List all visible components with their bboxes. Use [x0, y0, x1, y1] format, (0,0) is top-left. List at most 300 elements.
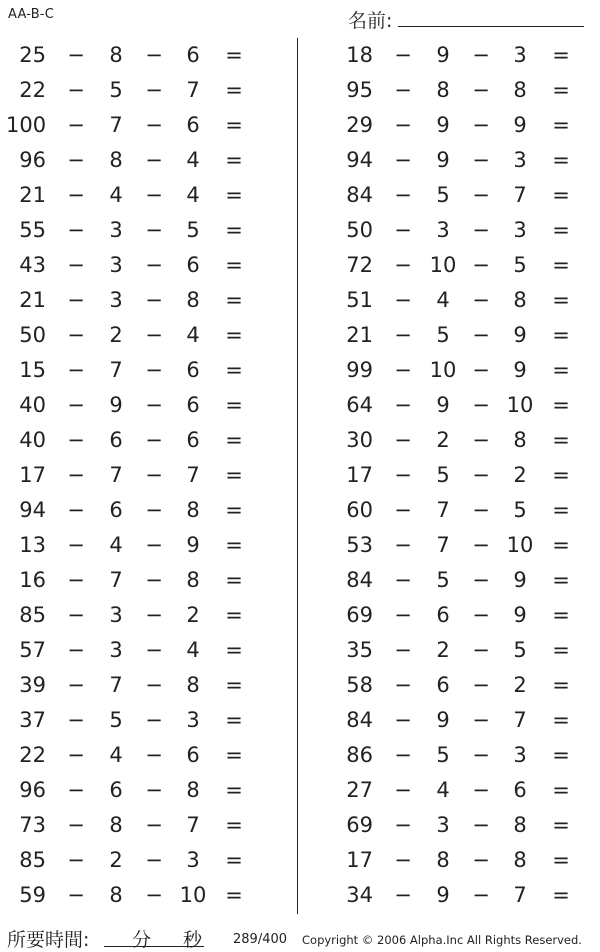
subtrahend-2: 7 — [186, 78, 200, 102]
subtrahend-2: 8 — [186, 673, 200, 697]
minuend: 99 — [346, 358, 373, 382]
minuend: 86 — [346, 743, 373, 767]
minus-sign: − — [472, 393, 490, 417]
subtrahend-1: 8 — [109, 148, 123, 172]
subtrahend-1: 5 — [436, 743, 450, 767]
minuend: 57 — [19, 638, 46, 662]
minus-sign: − — [145, 253, 163, 277]
subtrahend-2: 10 — [506, 533, 534, 557]
minus-sign: − — [145, 708, 163, 732]
equals-sign: = — [225, 148, 243, 172]
equals-sign: = — [552, 603, 570, 627]
minus-sign: − — [145, 743, 163, 767]
minus-sign: − — [394, 393, 412, 417]
subtrahend-2: 6 — [186, 113, 200, 137]
minuend: 73 — [19, 813, 46, 837]
minus-sign: − — [394, 288, 412, 312]
equals-sign: = — [552, 743, 570, 767]
subtrahend-2: 10 — [179, 883, 207, 907]
subtrahend-2: 5 — [513, 498, 527, 522]
minus-sign: − — [472, 568, 490, 592]
equals-sign: = — [552, 323, 570, 347]
minuend: 84 — [346, 708, 373, 732]
minus-sign: − — [472, 148, 490, 172]
subtrahend-1: 3 — [109, 218, 123, 242]
minus-sign: − — [67, 358, 85, 382]
subtrahend-1: 4 — [109, 533, 123, 557]
subtrahend-1: 5 — [436, 323, 450, 347]
subtrahend-1: 2 — [436, 638, 450, 662]
page-number: 289/400 — [233, 932, 288, 947]
equals-sign: = — [552, 883, 570, 907]
minus-sign: − — [67, 883, 85, 907]
minuend: 37 — [19, 708, 46, 732]
equals-sign: = — [225, 498, 243, 522]
subtrahend-1: 6 — [436, 673, 450, 697]
equals-sign: = — [552, 848, 570, 872]
equals-sign: = — [552, 638, 570, 662]
minus-sign: − — [472, 113, 490, 137]
subtrahend-2: 7 — [513, 708, 527, 732]
equals-sign: = — [225, 253, 243, 277]
minus-sign: − — [145, 183, 163, 207]
subtrahend-1: 10 — [429, 358, 457, 382]
subtrahend-1: 5 — [436, 568, 450, 592]
minus-sign: − — [394, 463, 412, 487]
minuend: 94 — [19, 498, 46, 522]
minus-sign: − — [145, 673, 163, 697]
equals-sign: = — [552, 533, 570, 557]
subtrahend-2: 8 — [513, 428, 527, 452]
equals-sign: = — [225, 78, 243, 102]
minus-sign: − — [145, 393, 163, 417]
subtrahend-1: 9 — [436, 43, 450, 67]
time-label: 所要時間: — [7, 929, 90, 951]
minus-sign: − — [67, 183, 85, 207]
minuend: 50 — [19, 323, 46, 347]
subtrahend-1: 10 — [429, 253, 457, 277]
minus-sign: − — [67, 323, 85, 347]
subtrahend-2: 3 — [513, 743, 527, 767]
minus-sign: − — [472, 43, 490, 67]
seconds-label: 秒 — [183, 929, 203, 951]
subtrahend-2: 8 — [513, 813, 527, 837]
subtrahend-1: 3 — [436, 813, 450, 837]
minus-sign: − — [67, 393, 85, 417]
equals-sign: = — [225, 883, 243, 907]
subtrahend-1: 3 — [109, 288, 123, 312]
minus-sign: − — [394, 78, 412, 102]
minus-sign: − — [67, 428, 85, 452]
minuend: 22 — [19, 78, 46, 102]
subtrahend-1: 4 — [436, 288, 450, 312]
subtrahend-1: 6 — [436, 603, 450, 627]
subtrahend-2: 8 — [513, 288, 527, 312]
minus-sign: − — [67, 253, 85, 277]
minus-sign: − — [394, 148, 412, 172]
minus-sign: − — [394, 323, 412, 347]
minus-sign: − — [394, 743, 412, 767]
subtrahend-2: 3 — [513, 218, 527, 242]
minuend: 17 — [19, 463, 46, 487]
equals-sign: = — [552, 778, 570, 802]
minuend: 85 — [19, 848, 46, 872]
minuend: 96 — [19, 148, 46, 172]
subtrahend-2: 8 — [186, 568, 200, 592]
subtrahend-1: 7 — [436, 498, 450, 522]
name-label: 名前: — [348, 10, 393, 32]
subtrahend-1: 9 — [436, 883, 450, 907]
minus-sign: − — [472, 603, 490, 627]
minus-sign: − — [394, 498, 412, 522]
minus-sign: − — [394, 218, 412, 242]
minus-sign: − — [145, 533, 163, 557]
minus-sign: − — [394, 778, 412, 802]
minuend: 35 — [346, 638, 373, 662]
minus-sign: − — [67, 288, 85, 312]
minus-sign: − — [67, 43, 85, 67]
subtrahend-2: 6 — [513, 778, 527, 802]
equals-sign: = — [552, 183, 570, 207]
minus-sign: − — [67, 813, 85, 837]
subtrahend-2: 9 — [513, 323, 527, 347]
equals-sign: = — [552, 568, 570, 592]
equals-sign: = — [225, 393, 243, 417]
subtrahend-2: 5 — [186, 218, 200, 242]
subtrahend-2: 2 — [186, 603, 200, 627]
minuend: 21 — [346, 323, 373, 347]
minuend: 85 — [19, 603, 46, 627]
minuend: 40 — [19, 393, 46, 417]
equals-sign: = — [552, 463, 570, 487]
equals-sign: = — [552, 673, 570, 697]
minuend: 22 — [19, 743, 46, 767]
minuend: 21 — [19, 288, 46, 312]
minuend: 96 — [19, 778, 46, 802]
minuend: 17 — [346, 463, 373, 487]
subtrahend-1: 3 — [109, 603, 123, 627]
subtrahend-1: 9 — [109, 393, 123, 417]
subtrahend-2: 10 — [506, 393, 534, 417]
equals-sign: = — [225, 358, 243, 382]
subtrahend-1: 6 — [109, 778, 123, 802]
minuend: 43 — [19, 253, 46, 277]
equals-sign: = — [225, 778, 243, 802]
subtrahend-1: 5 — [109, 78, 123, 102]
equals-sign: = — [552, 253, 570, 277]
minuend: 16 — [19, 568, 46, 592]
minuend: 17 — [346, 848, 373, 872]
equals-sign: = — [552, 218, 570, 242]
minus-sign: − — [145, 358, 163, 382]
minus-sign: − — [145, 638, 163, 662]
minus-sign: − — [472, 848, 490, 872]
minuend: 25 — [19, 43, 46, 67]
minus-sign: − — [394, 358, 412, 382]
minus-sign: − — [394, 113, 412, 137]
minus-sign: − — [67, 498, 85, 522]
equals-sign: = — [552, 288, 570, 312]
subtrahend-2: 6 — [186, 358, 200, 382]
subtrahend-2: 8 — [186, 498, 200, 522]
minus-sign: − — [394, 883, 412, 907]
equals-sign: = — [552, 393, 570, 417]
minus-sign: − — [472, 638, 490, 662]
minus-sign: − — [472, 323, 490, 347]
equals-sign: = — [225, 43, 243, 67]
minuend: 84 — [346, 183, 373, 207]
equals-sign: = — [552, 113, 570, 137]
subtrahend-2: 2 — [513, 673, 527, 697]
minus-sign: − — [67, 533, 85, 557]
equals-sign: = — [225, 533, 243, 557]
minus-sign: − — [394, 708, 412, 732]
minuend: 21 — [19, 183, 46, 207]
minuend: 95 — [346, 78, 373, 102]
minus-sign: − — [472, 183, 490, 207]
minuend: 64 — [346, 393, 373, 417]
subtrahend-2: 8 — [186, 288, 200, 312]
subtrahend-1: 8 — [436, 78, 450, 102]
equals-sign: = — [225, 603, 243, 627]
minus-sign: − — [394, 253, 412, 277]
minuend: 27 — [346, 778, 373, 802]
subtrahend-1: 8 — [109, 813, 123, 837]
subtrahend-2: 9 — [513, 358, 527, 382]
equals-sign: = — [225, 813, 243, 837]
minus-sign: − — [67, 673, 85, 697]
subtrahend-1: 7 — [109, 463, 123, 487]
equals-sign: = — [225, 708, 243, 732]
minus-sign: − — [472, 778, 490, 802]
minuend: 72 — [346, 253, 373, 277]
subtrahend-1: 7 — [109, 113, 123, 137]
minus-sign: − — [67, 218, 85, 242]
minuend: 69 — [346, 813, 373, 837]
minus-sign: − — [472, 463, 490, 487]
subtrahend-2: 7 — [186, 463, 200, 487]
column-divider — [297, 38, 298, 914]
minus-sign: − — [145, 883, 163, 907]
subtrahend-1: 3 — [109, 253, 123, 277]
equals-sign: = — [552, 148, 570, 172]
minus-sign: − — [145, 848, 163, 872]
equals-sign: = — [225, 218, 243, 242]
minus-sign: − — [145, 148, 163, 172]
minus-sign: − — [145, 813, 163, 837]
minuend: 29 — [346, 113, 373, 137]
subtrahend-2: 8 — [513, 78, 527, 102]
minus-sign: − — [67, 78, 85, 102]
minuend: 50 — [346, 218, 373, 242]
subtrahend-1: 8 — [436, 848, 450, 872]
equals-sign: = — [552, 358, 570, 382]
equals-sign: = — [225, 848, 243, 872]
subtrahend-2: 9 — [513, 603, 527, 627]
subtrahend-1: 5 — [436, 463, 450, 487]
minuend: 55 — [19, 218, 46, 242]
minus-sign: − — [145, 78, 163, 102]
subtrahend-2: 5 — [513, 253, 527, 277]
minuend: 34 — [346, 883, 373, 907]
subtrahend-2: 4 — [186, 638, 200, 662]
equals-sign: = — [225, 743, 243, 767]
minuend: 94 — [346, 148, 373, 172]
minus-sign: − — [67, 778, 85, 802]
subtrahend-1: 9 — [436, 113, 450, 137]
subtrahend-1: 2 — [109, 323, 123, 347]
subtrahend-2: 8 — [186, 778, 200, 802]
equals-sign: = — [225, 568, 243, 592]
minus-sign: − — [67, 463, 85, 487]
subtrahend-2: 4 — [186, 323, 200, 347]
minus-sign: − — [394, 638, 412, 662]
minuend: 13 — [19, 533, 46, 557]
subtrahend-1: 6 — [109, 498, 123, 522]
minus-sign: − — [67, 638, 85, 662]
minus-sign: − — [67, 568, 85, 592]
minus-sign: − — [472, 428, 490, 452]
minus-sign: − — [145, 498, 163, 522]
minus-sign: − — [145, 463, 163, 487]
subtrahend-2: 7 — [513, 883, 527, 907]
minus-sign: − — [394, 568, 412, 592]
subtrahend-2: 9 — [513, 568, 527, 592]
minus-sign: − — [394, 673, 412, 697]
minus-sign: − — [472, 533, 490, 557]
minus-sign: − — [472, 218, 490, 242]
subtrahend-2: 2 — [513, 463, 527, 487]
minus-sign: − — [394, 533, 412, 557]
minuend: 100 — [6, 113, 47, 137]
subtrahend-2: 4 — [186, 183, 200, 207]
minus-sign: − — [394, 428, 412, 452]
minus-sign: − — [472, 498, 490, 522]
subtrahend-2: 5 — [513, 638, 527, 662]
minus-sign: − — [67, 603, 85, 627]
minus-sign: − — [472, 253, 490, 277]
subtrahend-1: 8 — [109, 883, 123, 907]
subtrahend-1: 2 — [436, 428, 450, 452]
equals-sign: = — [225, 288, 243, 312]
subtrahend-2: 8 — [513, 848, 527, 872]
equals-sign: = — [552, 43, 570, 67]
equals-sign: = — [552, 813, 570, 837]
subtrahend-2: 3 — [186, 848, 200, 872]
subtrahend-2: 3 — [186, 708, 200, 732]
subtrahend-1: 8 — [109, 43, 123, 67]
equals-sign: = — [225, 183, 243, 207]
minus-sign: − — [67, 743, 85, 767]
subtrahend-1: 7 — [436, 533, 450, 557]
minus-sign: − — [145, 568, 163, 592]
equals-sign: = — [225, 463, 243, 487]
subtrahend-1: 4 — [109, 743, 123, 767]
subtrahend-1: 6 — [109, 428, 123, 452]
subtrahend-2: 6 — [186, 428, 200, 452]
minus-sign: − — [145, 603, 163, 627]
minuend: 60 — [346, 498, 373, 522]
subtrahend-2: 7 — [186, 813, 200, 837]
equals-sign: = — [225, 323, 243, 347]
minuend: 40 — [19, 428, 46, 452]
subtrahend-2: 4 — [186, 148, 200, 172]
worksheet-code: AA-B-C — [8, 7, 54, 22]
minus-sign: − — [145, 218, 163, 242]
subtrahend-2: 6 — [186, 743, 200, 767]
subtrahend-1: 4 — [109, 183, 123, 207]
minus-sign: − — [145, 288, 163, 312]
minus-sign: − — [472, 708, 490, 732]
subtrahend-2: 6 — [186, 43, 200, 67]
subtrahend-2: 3 — [513, 43, 527, 67]
minus-sign: − — [472, 883, 490, 907]
minutes-label: 分 — [132, 929, 152, 951]
minus-sign: − — [472, 288, 490, 312]
subtrahend-1: 3 — [109, 638, 123, 662]
subtrahend-1: 3 — [436, 218, 450, 242]
minuend: 30 — [346, 428, 373, 452]
equals-sign: = — [552, 428, 570, 452]
minus-sign: − — [67, 113, 85, 137]
subtrahend-1: 4 — [436, 778, 450, 802]
minus-sign: − — [145, 778, 163, 802]
equals-sign: = — [225, 638, 243, 662]
equals-sign: = — [552, 498, 570, 522]
minus-sign: − — [394, 43, 412, 67]
equals-sign: = — [225, 673, 243, 697]
minus-sign: − — [394, 848, 412, 872]
minus-sign: − — [67, 148, 85, 172]
minuend: 15 — [19, 358, 46, 382]
subtrahend-1: 7 — [109, 673, 123, 697]
equals-sign: = — [552, 78, 570, 102]
subtrahend-2: 9 — [186, 533, 200, 557]
subtrahend-1: 7 — [109, 568, 123, 592]
subtrahend-2: 6 — [186, 253, 200, 277]
minus-sign: − — [394, 813, 412, 837]
minuend: 53 — [346, 533, 373, 557]
minus-sign: − — [145, 113, 163, 137]
subtrahend-2: 9 — [513, 113, 527, 137]
subtrahend-1: 2 — [109, 848, 123, 872]
subtrahend-2: 6 — [186, 393, 200, 417]
minuend: 69 — [346, 603, 373, 627]
minus-sign: − — [472, 813, 490, 837]
minus-sign: − — [394, 183, 412, 207]
subtrahend-1: 5 — [436, 183, 450, 207]
minus-sign: − — [145, 323, 163, 347]
minus-sign: − — [472, 743, 490, 767]
subtrahend-1: 5 — [109, 708, 123, 732]
subtrahend-2: 3 — [513, 148, 527, 172]
subtrahend-2: 7 — [513, 183, 527, 207]
minus-sign: − — [472, 358, 490, 382]
minuend: 39 — [19, 673, 46, 697]
subtrahend-1: 9 — [436, 708, 450, 732]
minuend: 59 — [19, 883, 46, 907]
minus-sign: − — [394, 603, 412, 627]
name-line — [398, 26, 584, 27]
minus-sign: − — [145, 43, 163, 67]
equals-sign: = — [225, 428, 243, 452]
minuend: 18 — [346, 43, 373, 67]
minus-sign: − — [472, 673, 490, 697]
minuend: 58 — [346, 673, 373, 697]
minuend: 84 — [346, 568, 373, 592]
equals-sign: = — [552, 708, 570, 732]
minus-sign: − — [472, 78, 490, 102]
